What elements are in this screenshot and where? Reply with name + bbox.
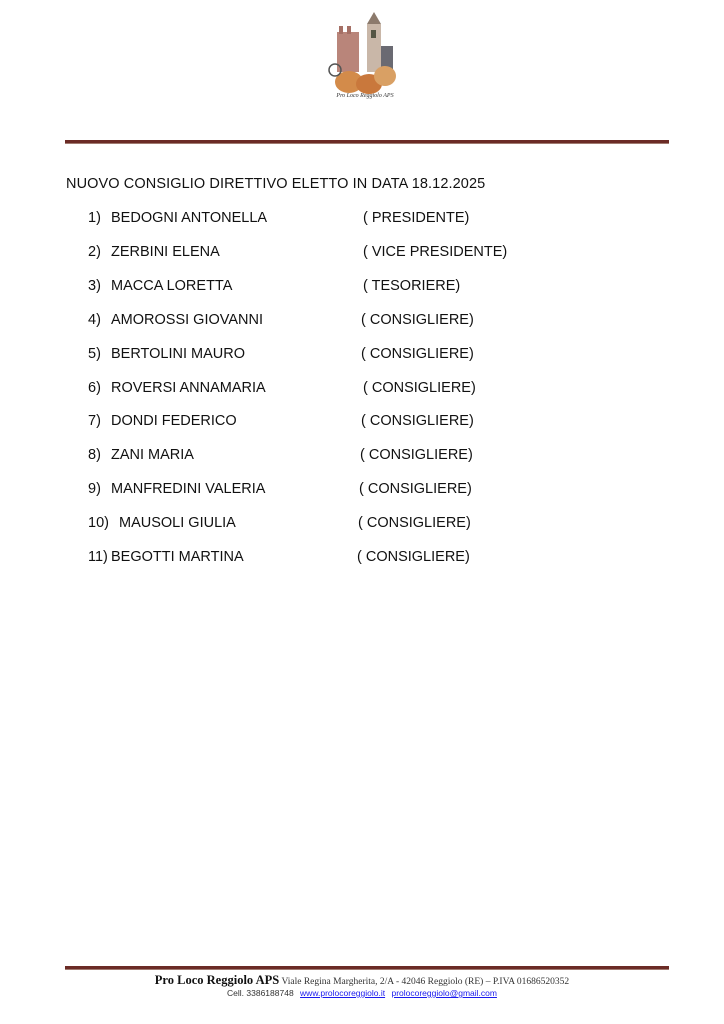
member-number: 2) bbox=[88, 243, 101, 260]
member-name: ZERBINI ELENA bbox=[111, 243, 220, 260]
member-number: 9) bbox=[88, 481, 101, 498]
footer-phone: Cell. 3386188748 bbox=[227, 988, 294, 998]
member-role: ( CONSIGLIERE) bbox=[358, 515, 471, 532]
member-row bbox=[88, 278, 648, 298]
member-role: ( CONSIGLIERE) bbox=[359, 481, 472, 498]
header-divider bbox=[65, 140, 669, 144]
footer-line-1 bbox=[0, 973, 724, 988]
member-number: 5) bbox=[88, 345, 101, 362]
pro-loco-logo bbox=[327, 10, 403, 102]
footer-org: Pro Loco Reggiolo APS bbox=[154, 973, 280, 987]
member-number: 11) bbox=[88, 549, 108, 565]
member-role: ( CONSIGLIERE) bbox=[363, 379, 476, 396]
member-row bbox=[88, 210, 648, 230]
member-number: 1) bbox=[88, 210, 101, 226]
member-name: DONDI FEDERICO bbox=[111, 413, 237, 430]
member-role: ( CONSIGLIERE) bbox=[361, 413, 474, 430]
member-name: MANFREDINI VALERIA bbox=[111, 481, 266, 498]
member-role: ( PRESIDENTE) bbox=[363, 210, 470, 226]
member-row bbox=[88, 515, 648, 535]
document-title: NUOVO CONSIGLIO DIRETTIVO ELETTO IN DATA 18.12.2025 bbox=[66, 176, 486, 192]
member-row bbox=[88, 549, 648, 569]
member-role: ( CONSIGLIERE) bbox=[361, 345, 474, 362]
footer-line-2 bbox=[0, 988, 724, 998]
member-number: 6) bbox=[88, 379, 101, 396]
member-row bbox=[88, 244, 648, 264]
footer-address: Viale Regina Margherita, 2/A - 42046 Reggiolo (RE) – P.IVA 01686520352 bbox=[281, 977, 570, 987]
member-role: ( VICE PRESIDENTE) bbox=[363, 243, 508, 260]
member-row bbox=[88, 380, 648, 400]
member-number: 3) bbox=[88, 277, 101, 294]
member-row bbox=[88, 312, 648, 332]
member-role: ( CONSIGLIERE) bbox=[361, 311, 474, 328]
email-link[interactable]: prolocoreggiolo@gmail.com bbox=[391, 988, 497, 998]
member-number: 7) bbox=[88, 413, 101, 430]
member-name: ZANI MARIA bbox=[111, 447, 194, 464]
member-row bbox=[88, 447, 648, 467]
member-row bbox=[88, 346, 648, 366]
member-number: 8) bbox=[88, 447, 101, 464]
website-link[interactable]: www.prolocoreggiolo.it bbox=[300, 988, 386, 998]
member-row bbox=[88, 413, 648, 433]
member-role: ( CONSIGLIERE) bbox=[360, 447, 473, 464]
member-number: 4) bbox=[88, 311, 101, 328]
member-name: AMOROSSI GIOVANNI bbox=[111, 311, 264, 328]
footer-divider bbox=[65, 966, 669, 970]
logo-caption: Pro Loco Reggiolo APS bbox=[336, 93, 394, 99]
member-row bbox=[88, 481, 648, 501]
member-name: MAUSOLI GIULIA bbox=[119, 515, 236, 532]
member-name: ROVERSI ANNAMARIA bbox=[111, 379, 266, 396]
member-name: BERTOLINI MAURO bbox=[111, 345, 246, 362]
member-name: BEGOTTI MARTINA bbox=[111, 549, 244, 565]
member-name: BEDOGNI ANTONELLA bbox=[111, 210, 268, 226]
member-role: ( TESORIERE) bbox=[363, 277, 461, 294]
member-name: MACCA LORETTA bbox=[111, 277, 233, 294]
member-role: ( CONSIGLIERE) bbox=[357, 549, 470, 565]
member-number: 10) bbox=[88, 515, 109, 532]
